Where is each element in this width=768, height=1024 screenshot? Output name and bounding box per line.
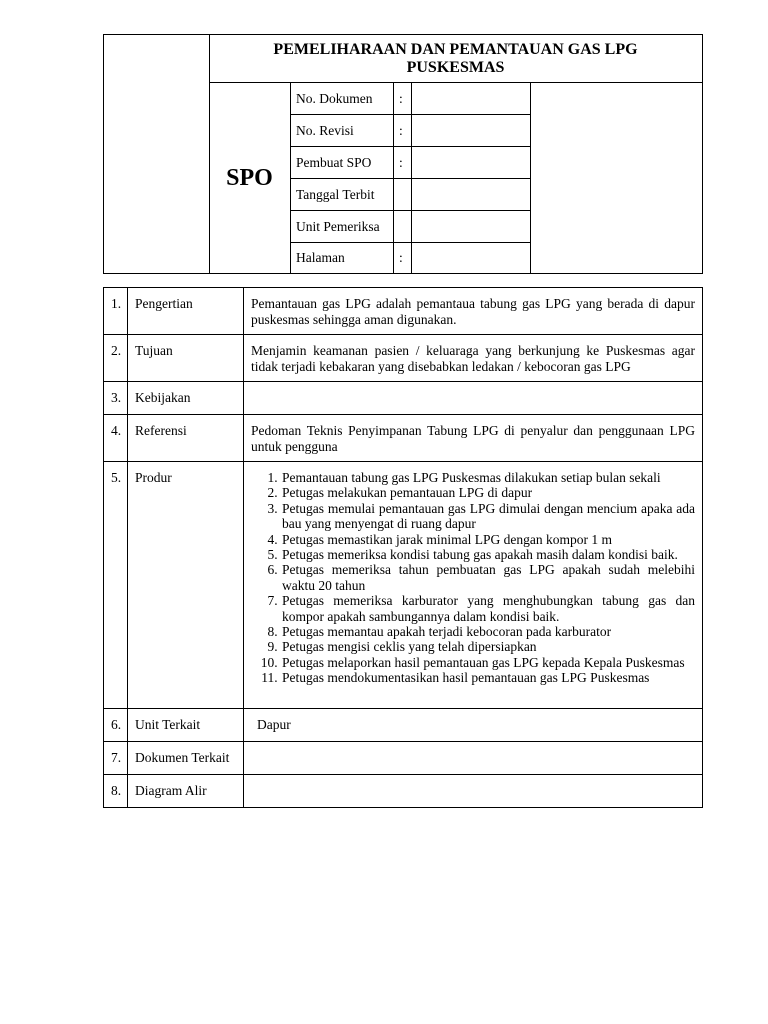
- procedure-step: 6. Petugas memeriksa tahun pembuatan gas LPG apakah sudah melebihi waktu 20 tahun: [281, 562, 695, 593]
- procedure-step: 8. Petugas memantau apakah terjadi kebocoran pada karburator: [281, 624, 695, 639]
- meta-value: [412, 179, 530, 210]
- section-label: Referensi: [128, 415, 244, 461]
- meta-label: Unit Pemeriksa: [290, 211, 394, 242]
- procedure-step: 1. Pemantauan tabung gas LPG Puskesmas dilakukan setiap bulan sekali: [281, 470, 695, 485]
- section-number: 4.: [104, 415, 128, 461]
- section-number: 5.: [104, 462, 128, 708]
- meta-colon: :: [394, 115, 412, 146]
- procedure-step: 9. Petugas mengisi ceklis yang telah dipersiapkan: [281, 639, 695, 654]
- document-meta-table: [290, 83, 531, 273]
- procedure-step: 10. Petugas melaporkan hasil pemantauan gas LPG kepada Kepala Puskesmas: [281, 655, 695, 670]
- meta-label: Pembuat SPO: [290, 147, 394, 178]
- section-row-pengertian: [104, 288, 702, 335]
- meta-row-no-revisi: [290, 115, 530, 147]
- meta-label: No. Revisi: [290, 115, 394, 146]
- section-number: 2.: [104, 335, 128, 381]
- meta-label: Tanggal Terbit: [290, 179, 394, 210]
- meta-colon: :: [394, 243, 412, 273]
- section-body: Menjamin keamanan pasien / keluaraga yang berkunjung ke Puskesmas agar tidak terjadi kebakaran yang disebabkan ledakan / kebocoran gas LPG: [251, 343, 695, 374]
- meta-colon: :: [394, 83, 412, 114]
- spo-content-table: [103, 287, 703, 808]
- procedure-step: 5. Petugas memeriksa kondisi tabung gas apakah masih dalam kondisi baik.: [281, 547, 695, 562]
- section-label: Unit Terkait: [128, 709, 244, 741]
- meta-value: [412, 147, 530, 178]
- meta-label: Halaman: [290, 243, 394, 273]
- section-label: Produr: [128, 462, 244, 708]
- meta-colon: [394, 179, 412, 210]
- section-number: 3.: [104, 382, 128, 414]
- procedure-step: 7. Petugas memeriksa karburator yang menghubungkan tabung gas dan kompor apakah sambungannya dalam kondisi baik.: [281, 593, 695, 624]
- procedure-step: 11. Petugas mendokumentasikan hasil pemantauan gas LPG Puskesmas: [281, 670, 695, 685]
- meta-value: [412, 243, 530, 273]
- section-row-kebijakan: [104, 382, 702, 415]
- section-row-referensi: [104, 415, 702, 462]
- meta-row-tanggal-terbit: [290, 179, 530, 211]
- section-body: [244, 742, 702, 774]
- section-body: [244, 382, 702, 414]
- section-label: Kebijakan: [128, 382, 244, 414]
- section-label: Diagram Alir: [128, 775, 244, 807]
- meta-value: [412, 211, 530, 242]
- section-row-prosedur: [104, 462, 702, 709]
- document-title: PEMELIHARAAN DAN PEMANTAUAN GAS LPG PUSKESMAS: [209, 35, 702, 83]
- section-number: 7.: [104, 742, 128, 774]
- spo-header-table: [103, 34, 703, 274]
- section-label: Pengertian: [128, 288, 244, 334]
- section-label: Dokumen Terkait: [128, 742, 244, 774]
- procedure-step: 4. Petugas memastikan jarak minimal LPG dengan kompor 1 m: [281, 532, 695, 547]
- section-body: [244, 775, 702, 807]
- meta-value: [412, 83, 530, 114]
- section-number: 6.: [104, 709, 128, 741]
- section-body: Pedoman Teknis Penyimpanan Tabung LPG di penyalur dan penggunaan LPG untuk pengguna: [251, 423, 695, 454]
- section-body: Dapur: [257, 717, 291, 732]
- section-row-tujuan: [104, 335, 702, 382]
- meta-value: [412, 115, 530, 146]
- meta-row-halaman: [290, 243, 530, 273]
- meta-row-unit-pemeriksa: [290, 211, 530, 243]
- section-row-diagram-alir: [104, 775, 702, 807]
- section-number: 1.: [104, 288, 128, 334]
- procedure-step: 3. Petugas memulai pemantauan gas LPG dimulai dengan mencium apaka ada bau yang menyengat di ruang dapur: [281, 501, 695, 532]
- section-body: Pemantauan gas LPG adalah pemantaua tabung gas LPG yang berada di dapur puskesmas sehingga aman digunakan.: [251, 296, 695, 327]
- meta-label: No. Dokumen: [290, 83, 394, 114]
- meta-row-pembuat-spo: [290, 147, 530, 179]
- procedure-list: [251, 470, 695, 686]
- procedure-step: 2. Petugas melakukan pemantauan LPG di dapur: [281, 485, 695, 500]
- section-number: 8.: [104, 775, 128, 807]
- meta-row-no-dokumen: [290, 83, 530, 115]
- procedure-cell: [244, 462, 702, 708]
- spo-label: SPO: [209, 83, 291, 273]
- section-row-dokumen-terkait: [104, 742, 702, 775]
- meta-colon: :: [394, 147, 412, 178]
- meta-colon: [394, 211, 412, 242]
- section-row-unit-terkait: [104, 709, 702, 742]
- logo-cell: [104, 35, 210, 273]
- section-label: Tujuan: [128, 335, 244, 381]
